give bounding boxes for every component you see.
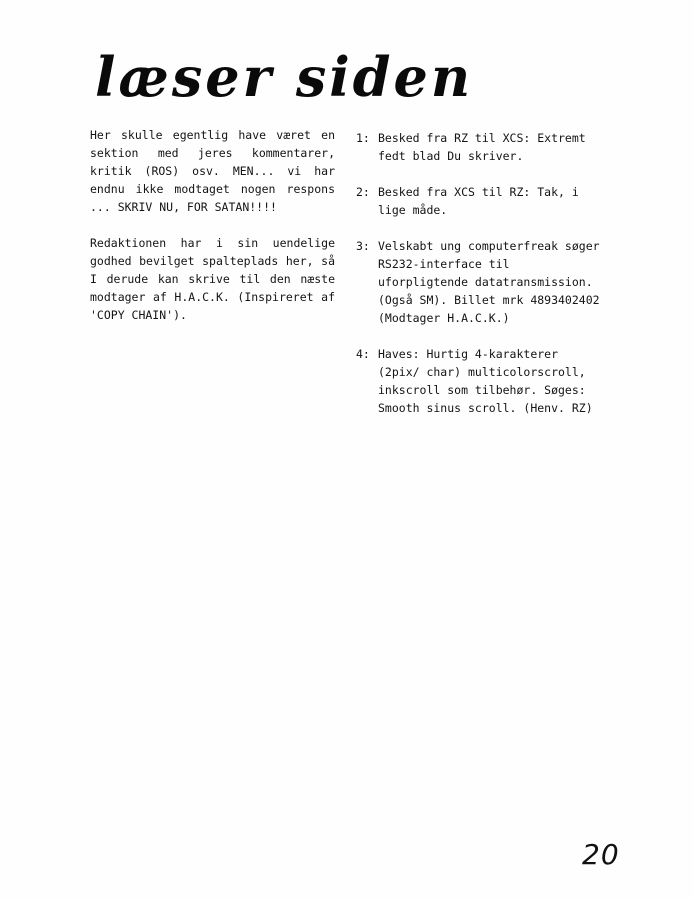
list-item [356, 345, 606, 417]
list-item [356, 183, 606, 219]
item-text: Velskabt ung computerfreak søger RS232-interface til uforpligtende datatransmission. (Også SM). Billet mrk 4893402402 (Modtager H.A.C.K.) [378, 239, 600, 325]
item-number: 3: [356, 239, 370, 253]
list-item [356, 237, 606, 327]
left-column [90, 126, 335, 342]
right-column [356, 129, 606, 435]
item-text: Besked fra RZ til XCS: Extremt fedt blad Du skriver. [378, 131, 586, 163]
item-number: 4: [356, 347, 370, 361]
item-number: 2: [356, 185, 370, 199]
item-text: Besked fra XCS til RZ: Tak, i lige måde. [378, 185, 579, 217]
page-title: læser siden [95, 45, 474, 109]
page-number: 20 [582, 838, 620, 871]
list-item [356, 129, 606, 165]
intro-paragraph: Her skulle egentlig have været en sektion med jeres kommentarer, kritik (ROS) osv. MEN... vi har endnu ikke modtaget nogen respons ... SKRIV NU, FOR SATAN!!!! [90, 128, 335, 214]
item-text: Haves: Hurtig 4-karakterer (2pix/ char) multicolorscroll, inkscroll som tilbehør. Søges: Smooth sinus scroll. (Henv. RZ) [378, 347, 593, 415]
item-number: 1: [356, 131, 370, 145]
editorial-paragraph: Redaktionen har i sin uendelige godhed bevilget spalteplads her, så I derude kan skrive til den næste modtager af H.A.C.K. (Inspireret af 'COPY CHAIN'). [90, 236, 335, 322]
